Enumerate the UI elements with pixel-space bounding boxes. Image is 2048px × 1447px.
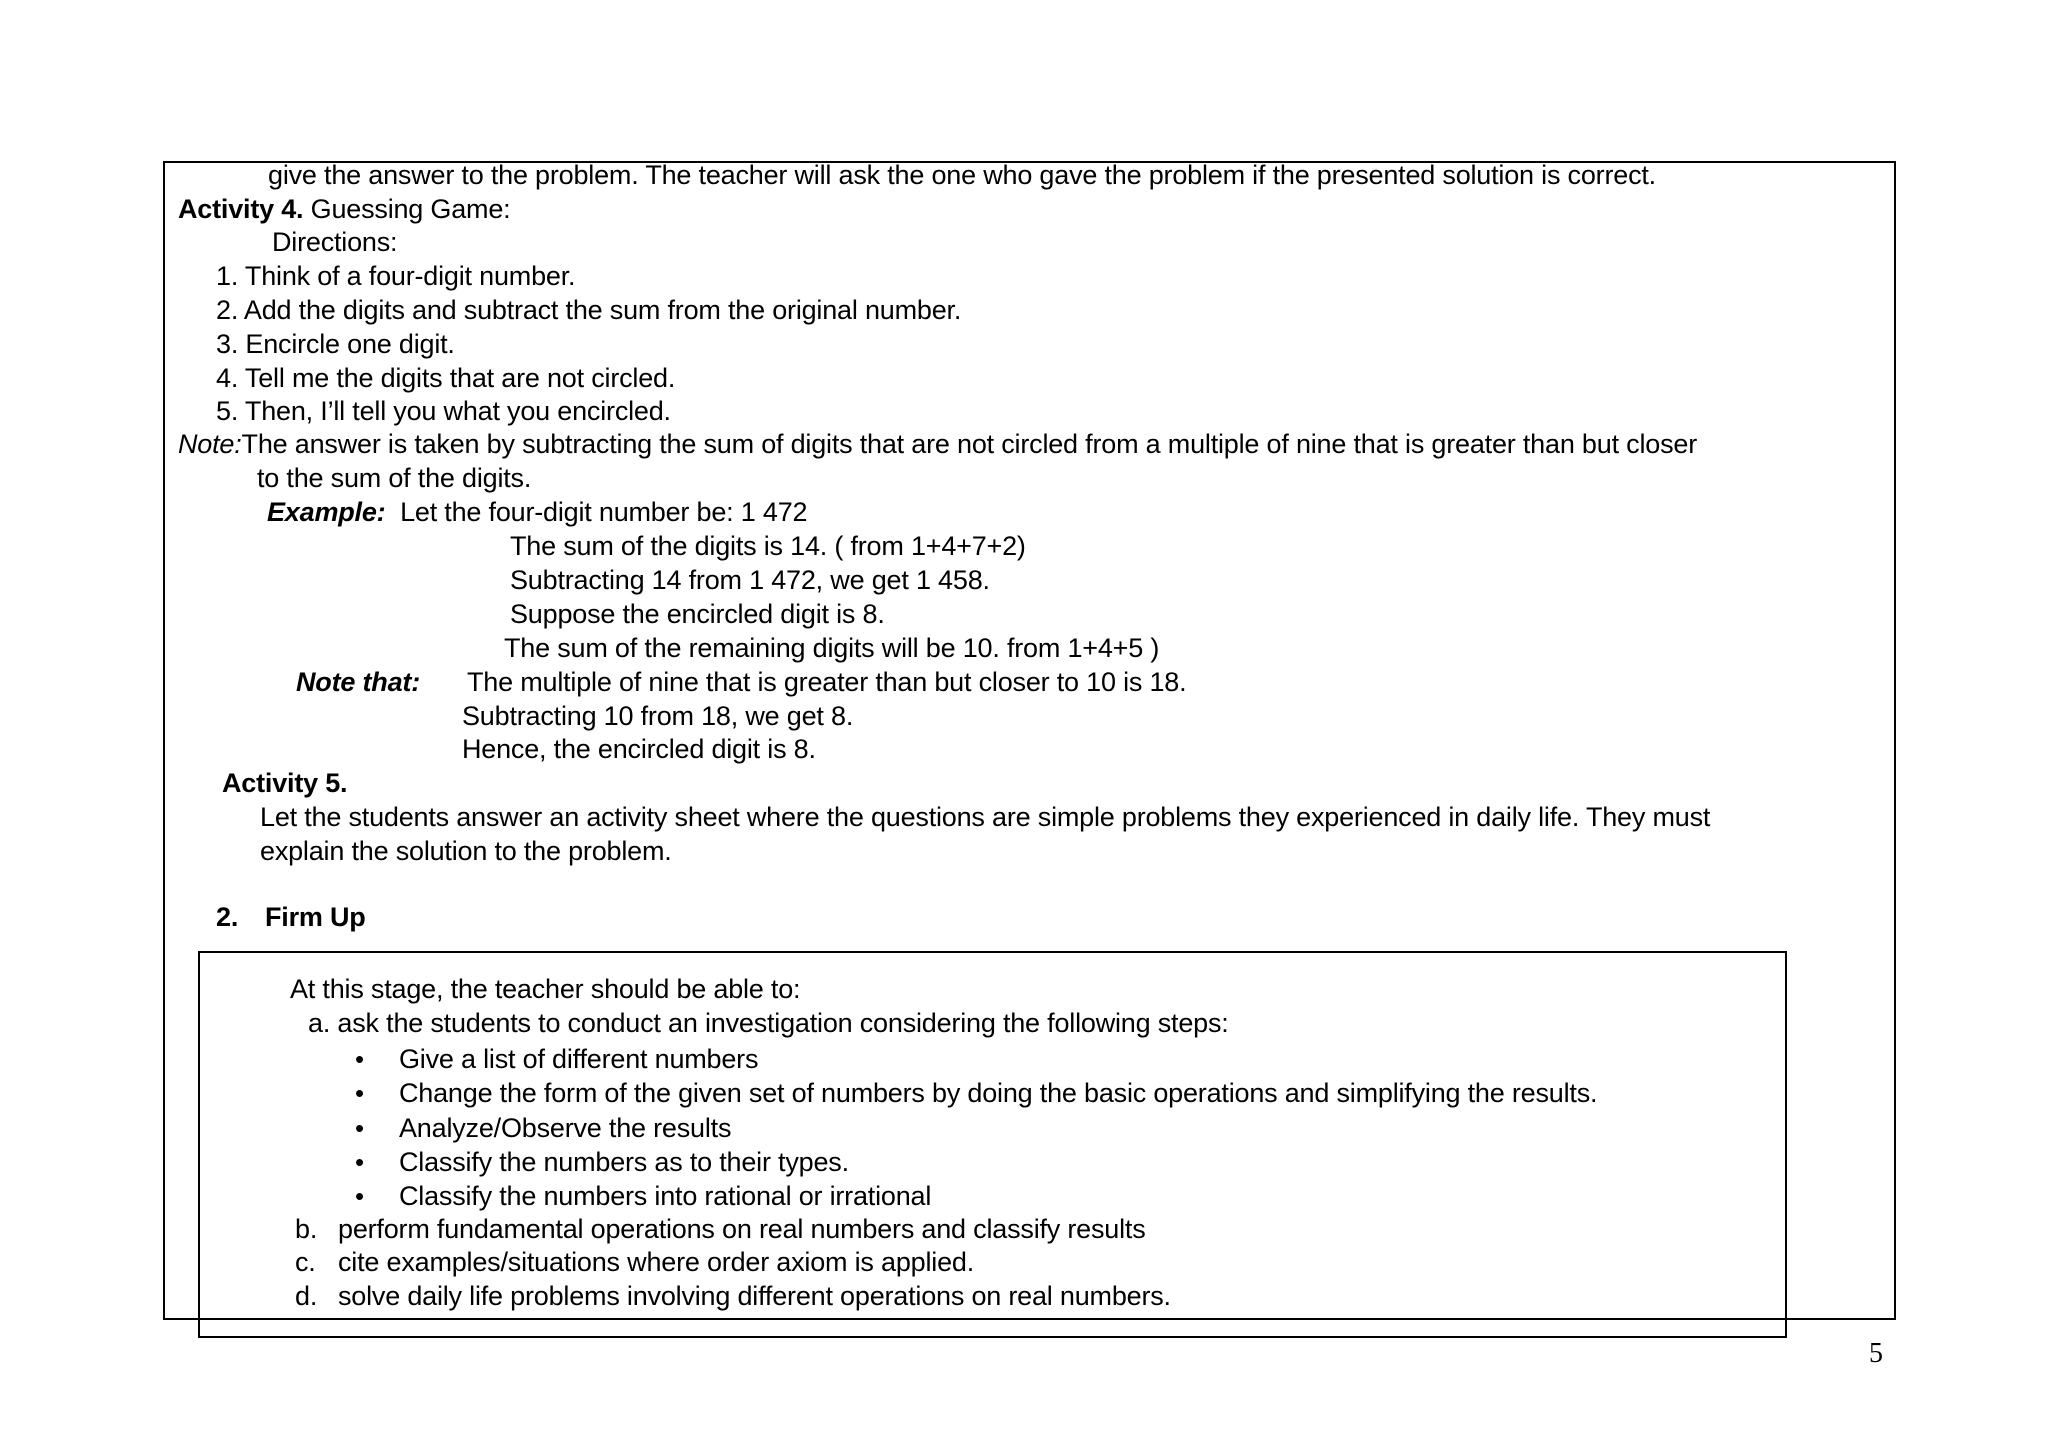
note-line-2: to the sum of the digits. <box>257 463 532 493</box>
direction-step: 1. Think of a four-digit number. <box>216 261 576 291</box>
example-step: The sum of the digits is 14. ( from 1+4+7+2) <box>510 531 1026 561</box>
example-line <box>267 496 807 528</box>
bullet-marker: • <box>355 1147 365 1177</box>
note-line-1 <box>178 428 1697 460</box>
bullet-marker: • <box>355 1078 365 1108</box>
direction-step: 3. Encircle one digit. <box>216 329 455 359</box>
bullet-marker: • <box>355 1181 365 1211</box>
note-that-line: The multiple of nine that is greater than but closer to 10 is 18. <box>467 667 1187 697</box>
bullet-marker: • <box>355 1113 365 1143</box>
example-label: Example: <box>267 497 386 527</box>
activity5-text-1: Let the students answer an activity sheet where the questions are simple problems they experienced in daily life. They must <box>260 802 1711 832</box>
note-that-line: Subtracting 10 from 18, we get 8. <box>462 701 854 731</box>
investigation-step: Give a list of different numbers <box>399 1044 759 1074</box>
example-text: Let the four-digit number be: 1 472 <box>400 497 808 527</box>
activity4-heading <box>178 193 510 225</box>
continuation-line: give the answer to the problem. The teacher will ask the one who gave the problem if the presented solution is correct. <box>268 160 1656 190</box>
activity5-label: Activity 5. <box>222 768 348 798</box>
note-label: Note: <box>178 429 242 459</box>
firm-up-item-b: perform fundamental operations on real numbers and classify results <box>338 1214 1146 1244</box>
firm-up-number: 2. <box>216 902 239 932</box>
item-d-marker: d. <box>295 1281 318 1311</box>
firm-up-intro: At this stage, the teacher should be able to: <box>290 974 801 1004</box>
activity4-label: Activity 4. <box>178 194 304 224</box>
bullet-marker: • <box>355 1044 365 1074</box>
note-that-line: Hence, the encircled digit is 8. <box>462 734 816 764</box>
firm-up-heading: Firm Up <box>265 902 366 932</box>
investigation-step: Classify the numbers as to their types. <box>399 1147 849 1177</box>
firm-up-item-c: cite examples/situations where order axiom is applied. <box>338 1247 975 1277</box>
example-step: The sum of the remaining digits will be 10. from 1+4+5 ) <box>504 633 1160 663</box>
note-text: The answer is taken by subtracting the sum of digits that are not circled from a multiple of nine that is greater than but closer <box>241 429 1697 459</box>
item-c-marker: c. <box>295 1247 316 1277</box>
investigation-step: Change the form of the given set of numbers by doing the basic operations and simplifying the results. <box>399 1078 1598 1108</box>
investigation-step: Analyze/Observe the results <box>399 1113 732 1143</box>
direction-step: 5. Then, I’ll tell you what you encircled. <box>216 396 671 426</box>
example-step: Suppose the encircled digit is 8. <box>510 599 885 629</box>
activity4-title: Guessing Game: <box>303 194 511 224</box>
directions-label: Directions: <box>272 227 398 257</box>
direction-step: 2. Add the digits and subtract the sum from the original number. <box>216 295 962 325</box>
firm-up-item-a: a. ask the students to conduct an investigation considering the following steps: <box>308 1008 1229 1038</box>
note-that-label: Note that: <box>296 667 420 697</box>
direction-step: 4. Tell me the digits that are not circled. <box>216 363 676 393</box>
page-number: 5 <box>1869 1338 1883 1369</box>
investigation-step: Classify the numbers into rational or irrational <box>399 1181 932 1211</box>
activity5-text-2: explain the solution to the problem. <box>260 836 672 866</box>
example-step: Subtracting 14 from 1 472, we get 1 458. <box>510 565 990 595</box>
item-b-marker: b. <box>295 1214 318 1244</box>
firm-up-item-d: solve daily life problems involving different operations on real numbers. <box>338 1281 1171 1311</box>
